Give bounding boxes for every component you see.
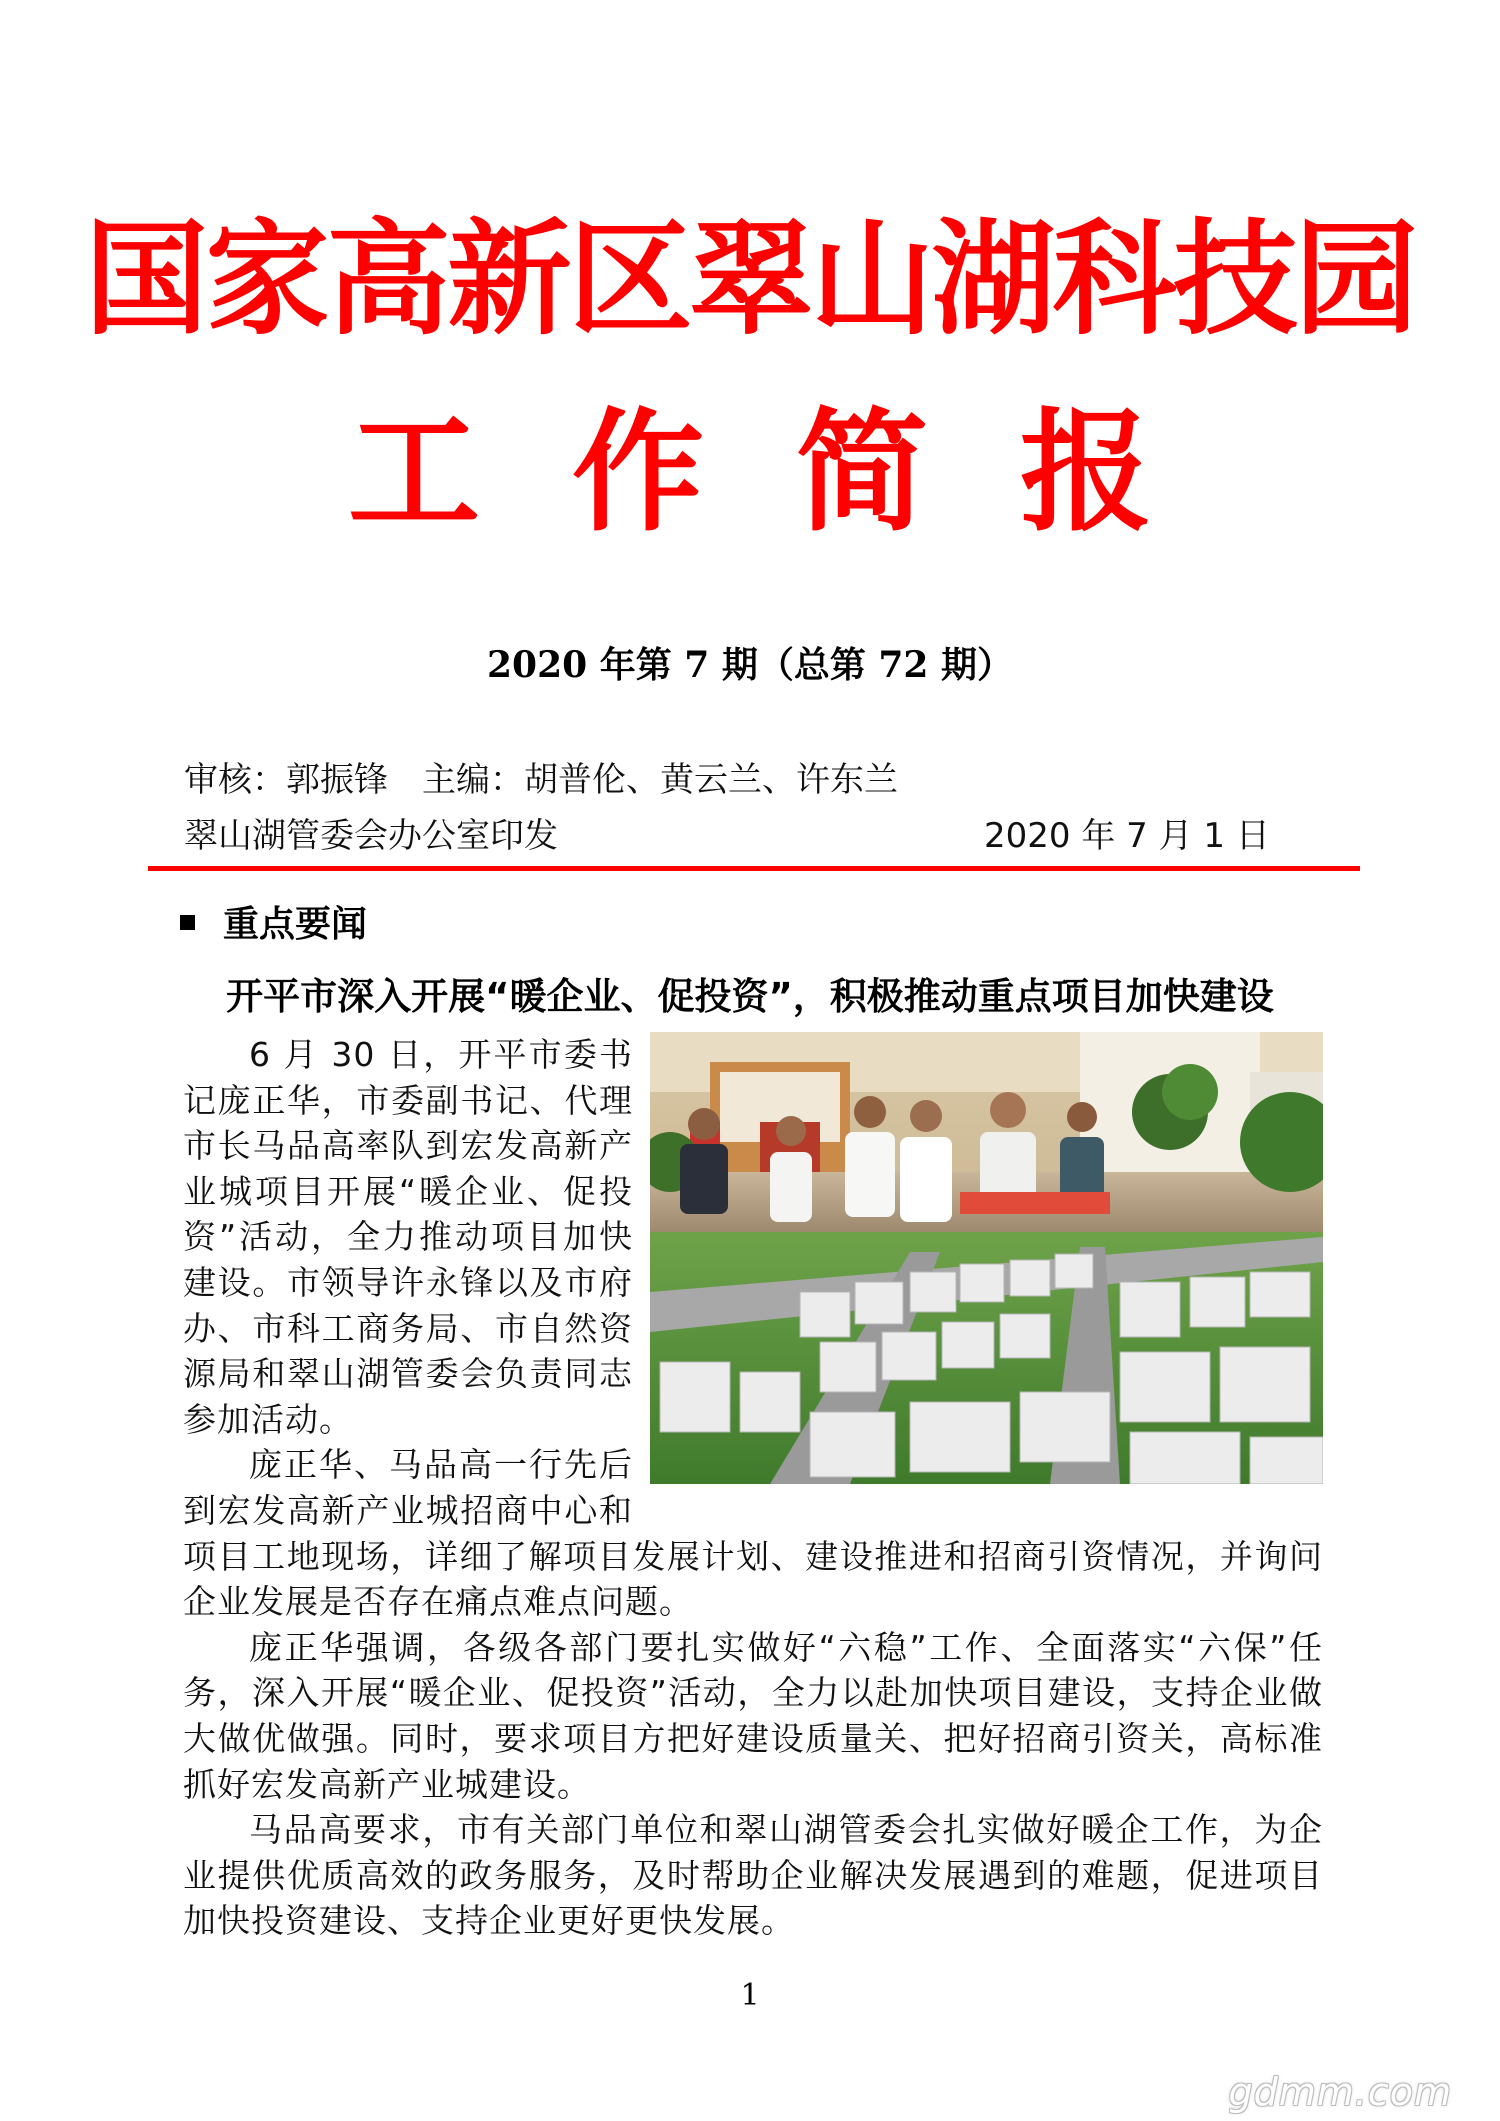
photo-float-spacer bbox=[633, 1032, 1323, 1488]
red-divider bbox=[148, 866, 1360, 871]
article-paragraph: 马品高要求，市有关部门单位和翠山湖管委会扎实做好暖企工作，为企业提供优质高效的政务服务，及时帮助企业解决发展遇到的难题，促进项目加快投资建设、支持企业更好更快发展。 bbox=[183, 1810, 1323, 1941]
square-bullet-icon bbox=[180, 915, 195, 930]
reviewer-editor-line: 审核：郭振锋 主编：胡普伦、黄云兰、许东兰 bbox=[184, 760, 898, 800]
section-label: 重点要闻 bbox=[223, 904, 368, 945]
article-title: 开平市深入开展“暖企业、促投资”，积极推动重点项目加快建设 bbox=[226, 975, 1274, 1018]
article-paragraph: 庞正华、马品高一行先后到宏发高新产业城招商中心和项目工地现场，详细了解项目发展计划、建设推进和招商引资情况，并询问企业发展是否存在痛点难点问题。 bbox=[183, 1445, 1323, 1622]
page-number: 1 bbox=[740, 1978, 760, 2013]
publisher: 翠山湖管委会办公室印发 bbox=[184, 816, 558, 856]
masthead-subtitle: 工作简报 bbox=[348, 395, 1244, 550]
site-watermark: gdmm.com bbox=[1228, 2070, 1452, 2114]
section-heading bbox=[180, 900, 367, 950]
article-paragraph: 6 月 30 日，开平市委书记庞正华，市委副书记、代理市长马品高率队到宏发高新产业城项目开展“暖企业、促投资”活动，全力推动项目加快建设。市领导许永锋以及市府办、市科工商务局、市自然资源局和翠山湖管委会负责同志参加活动。 bbox=[183, 1035, 633, 1439]
masthead-title: 国家高新区翠山湖科技园 bbox=[84, 208, 1416, 352]
publisher-line bbox=[184, 813, 1284, 859]
article-body bbox=[183, 1032, 1323, 1944]
issue-number: 2020 年第 7 期（总第 72 期） bbox=[486, 644, 1013, 686]
publish-date: 2020 年 7 月 1 日 bbox=[984, 816, 1270, 856]
article-paragraph: 庞正华强调，各级各部门要扎实做好“六稳”工作、全面落实“六保”任务，深入开展“暖企业、促投资”活动，全力以赴加快项目建设，支持企业做大做优做强。同时，要求项目方把好建设质量关、把好招商引资关，高标准抓好宏发高新产业城建设。 bbox=[183, 1627, 1323, 1804]
